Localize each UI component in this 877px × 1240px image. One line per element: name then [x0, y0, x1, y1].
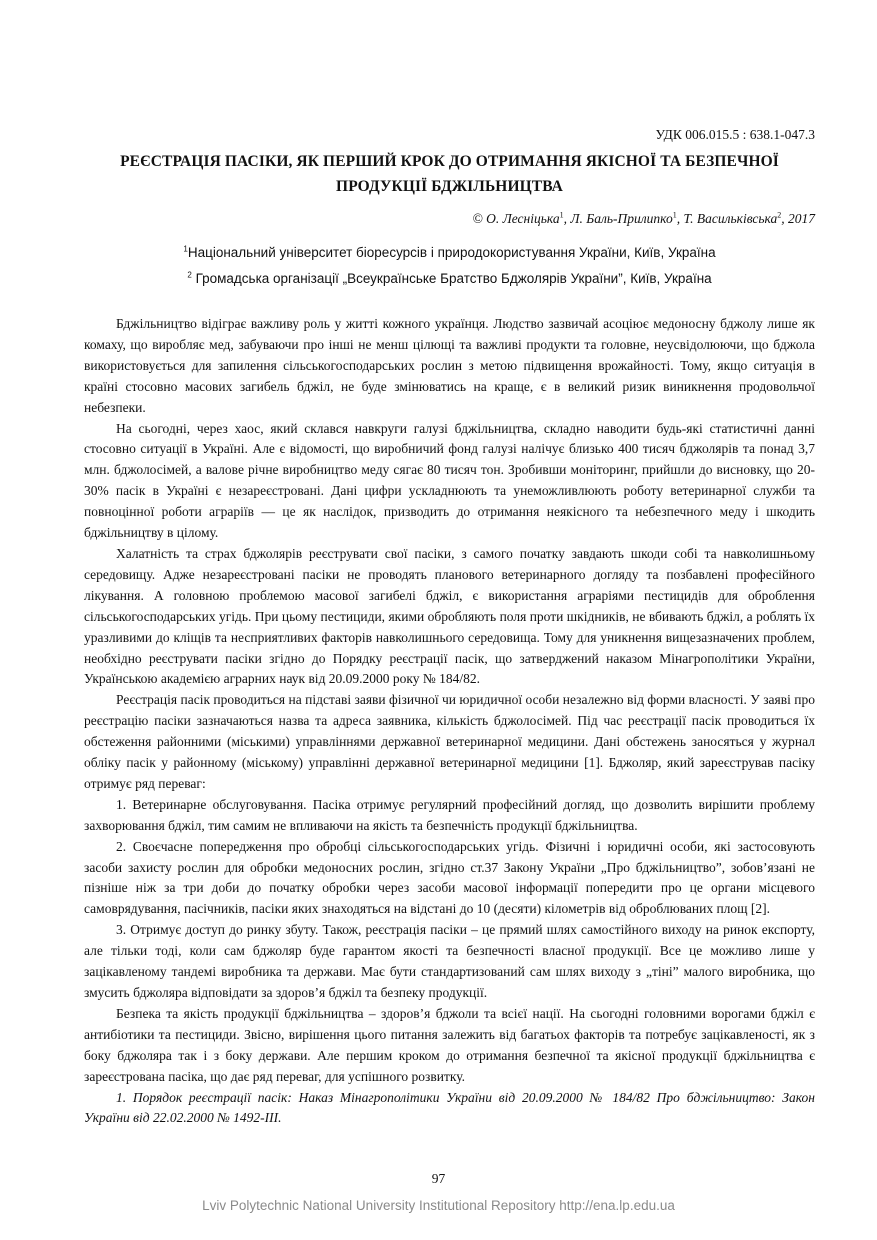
author-3: , Т. Васильківська	[676, 211, 778, 226]
paragraph: Бджільництво відіграє важливу роль у житті кожного українця. Людство зазвичай асоціює медоносну бджолу лише як комаху, що виробляє мед, забуваючи про інші не менш цілющі та важливі продукти та головне, неусвідолюючи, що бджола використовується для запилення сільськогосподарських рослин з метою підвищення врожайності. Тому, якщо ситуація в країні стосовно масових загибель бджіл, не буде змінюватись на краще, є в великий ризик виникнення продовольчої небезпеки.	[84, 316, 815, 415]
references: 1. Порядок реєстрації пасік: Наказ Мінагрополітики України від 20.09.2000 № 184/82 Про бджільництво: Закон України від 22.02.2000 № 1492-ІІІ.	[84, 1089, 815, 1126]
authors-line	[472, 211, 815, 227]
author-2: , Л. Баль-Прилипко	[563, 211, 673, 226]
affiliation-2	[84, 271, 815, 286]
affiliation-1	[84, 245, 815, 260]
list-item: 3. Отримує доступ до ринку збуту. Також, реєстрація пасіки – це прямий шлях самостійного виходу на ринок експорту, але тільки тоді, коли сам бджоляр буде гарантом якості та безпечності власної продукції. Все це можливо лише у зацікавленому тандемі виробника та держави. Має бути стандартизований сам шлях виходу з „тіні” малого виробника, що змусить бджоляра відповідати за здоров’я бджіл та безпеку продукції.	[84, 922, 815, 1000]
udk-code: УДК 006.015.5 : 638.1-047.3	[655, 127, 815, 142]
list-item: 2. Своєчасне попередження про обробці сільськогосподарських угідь. Фізичні і юридичні особи, які застосовують засоби захисту рослин для обробки медоносних рослин, згідно ст.37 Закону України „Про бджільництво”, зобов’язані не пізніше ніж за три доби до початку обробки через засоби масової інформації попередити про це органи місцевого самоврядування, пасічників, пасіки яких знаходяться на відстані до 10 (десяти) кілометрів від оброблюваних площ [2].	[84, 838, 815, 917]
affiliation-2-text: Громадська організації „Всеукраїнське Братство Бджолярів України”, Київ, Україна	[195, 271, 712, 286]
page-number: 97	[431, 1171, 446, 1186]
affiliation-1-text: Національний університет біоресурсів і природокористування України, Київ, Україна	[187, 245, 716, 260]
article-body	[84, 314, 815, 1129]
affiliation-1-mark: 1	[183, 244, 188, 254]
paragraph: Халатність та страх бджолярів реєструвати свої пасіки, з самого початку завдають шкоди собі та навколишньому середовищу. Адже незареєстровані пасіки не проводять планового ветеринарного догляду та позбавлені професійного лікування. А головною проблемою масової загибелі бджіл, є використання аграріями пестицидів для оброблення сільськогосподарських угідь. При цьому пестициди, якими обробляють поля проти шкідників, не вбивають бджіл, а роблять їх уразливими до кліщів та несприятливих факторів навколишнього середовища. Тому для уникнення вищезазначених проблем, необхідно реєструвати пасіки згідно до Порядку реєстрації пасік, що затверджений наказом Мінагрополітики України, Українською академією аграрних наук від 20.09.2000 року № 184/82.	[84, 545, 815, 687]
paragraph: Безпека та якість продукції бджільництва – здоров’я бджоли та всієї нації. На сьогодні головними ворогами бджіл є антибіотики та пестициди. Звісно, вирішення цього питання залежить від багатьох факторів та потребує зацікавленості, як з боку бджоляра так і з боку держави. Але першим кроком до отримання безпечної та якісної продукції бджільництва є зареєстрована пасіка, що дає ряд переваг, для успішного розвитку.	[84, 1005, 815, 1084]
repository-footer: Lviv Polytechnic National University Institutional Repository http://ena.lp.edu.ua	[202, 1198, 675, 1213]
list-item: 1. Ветеринарне обслуговування. Пасіка отримує регулярний професійний догляд, що дозволить вирішити проблему захворювання бджіл, тим самим не впливаючи на якість та безпечність продукції бджільництва.	[84, 796, 815, 833]
article-title: РЕЄСТРАЦІЯ ПАСІКИ, ЯК ПЕРШИЙ КРОК ДО ОТРИМАННЯ ЯКІСНОЇ ТА БЕЗПЕЧНОЇ ПРОДУКЦІЇ БДЖІЛЬНИЦТВА	[120, 153, 779, 195]
author-1: © О. Лесніцька	[472, 211, 560, 226]
author-3-affiliation-mark: 2	[777, 210, 782, 220]
affiliation-2-mark: 2	[187, 270, 192, 280]
year: , 2017	[781, 211, 815, 226]
author-2-affiliation-mark: 1	[672, 210, 677, 220]
paragraph: Реєстрація пасік проводиться на підставі заяви фізичної чи юридичної особи незалежно від форми власності. У заяві про реєстрацію пасіки зазначаються назва та адреса заявника, кількість бджолосімей. Під час реєстрації пасік проводиться їх обстеження районними (міськими) управліннями державної ветеринарної медицини. Дані обстежень заносяться у журнал обліку пасік у районному (міському) управлінні державної ветеринарної медицини [1]. Бджоляр, який зареєстрував пасіку отримує ряд переваг:	[84, 692, 815, 791]
paragraph: На сьогодні, через хаос, який склався навкруги галузі бджільництва, складно наводити будь-які статистичні данні стосовно ситуації в Україні. Але є відомості, що виробничий фонд галузі налічує близько 400 тисяч бджолярів та понад 3,7 млн. бджолосімей, а валове річне виробництво меду сягає 80 тисяч тон. Зробивши моніторинг, прийшли до висновку, що 20-30% пасік в Україні є незареєстровані. Дані цифри ускладнюють та унеможливлюють роботу ветеринарної служби та повноцінної роботи аграріїв — це як наслідок, призводить до отримання неякісного та небезпечного меду і шкодить бджільництву в цілому.	[84, 420, 815, 541]
author-1-affiliation-mark: 1	[559, 210, 564, 220]
